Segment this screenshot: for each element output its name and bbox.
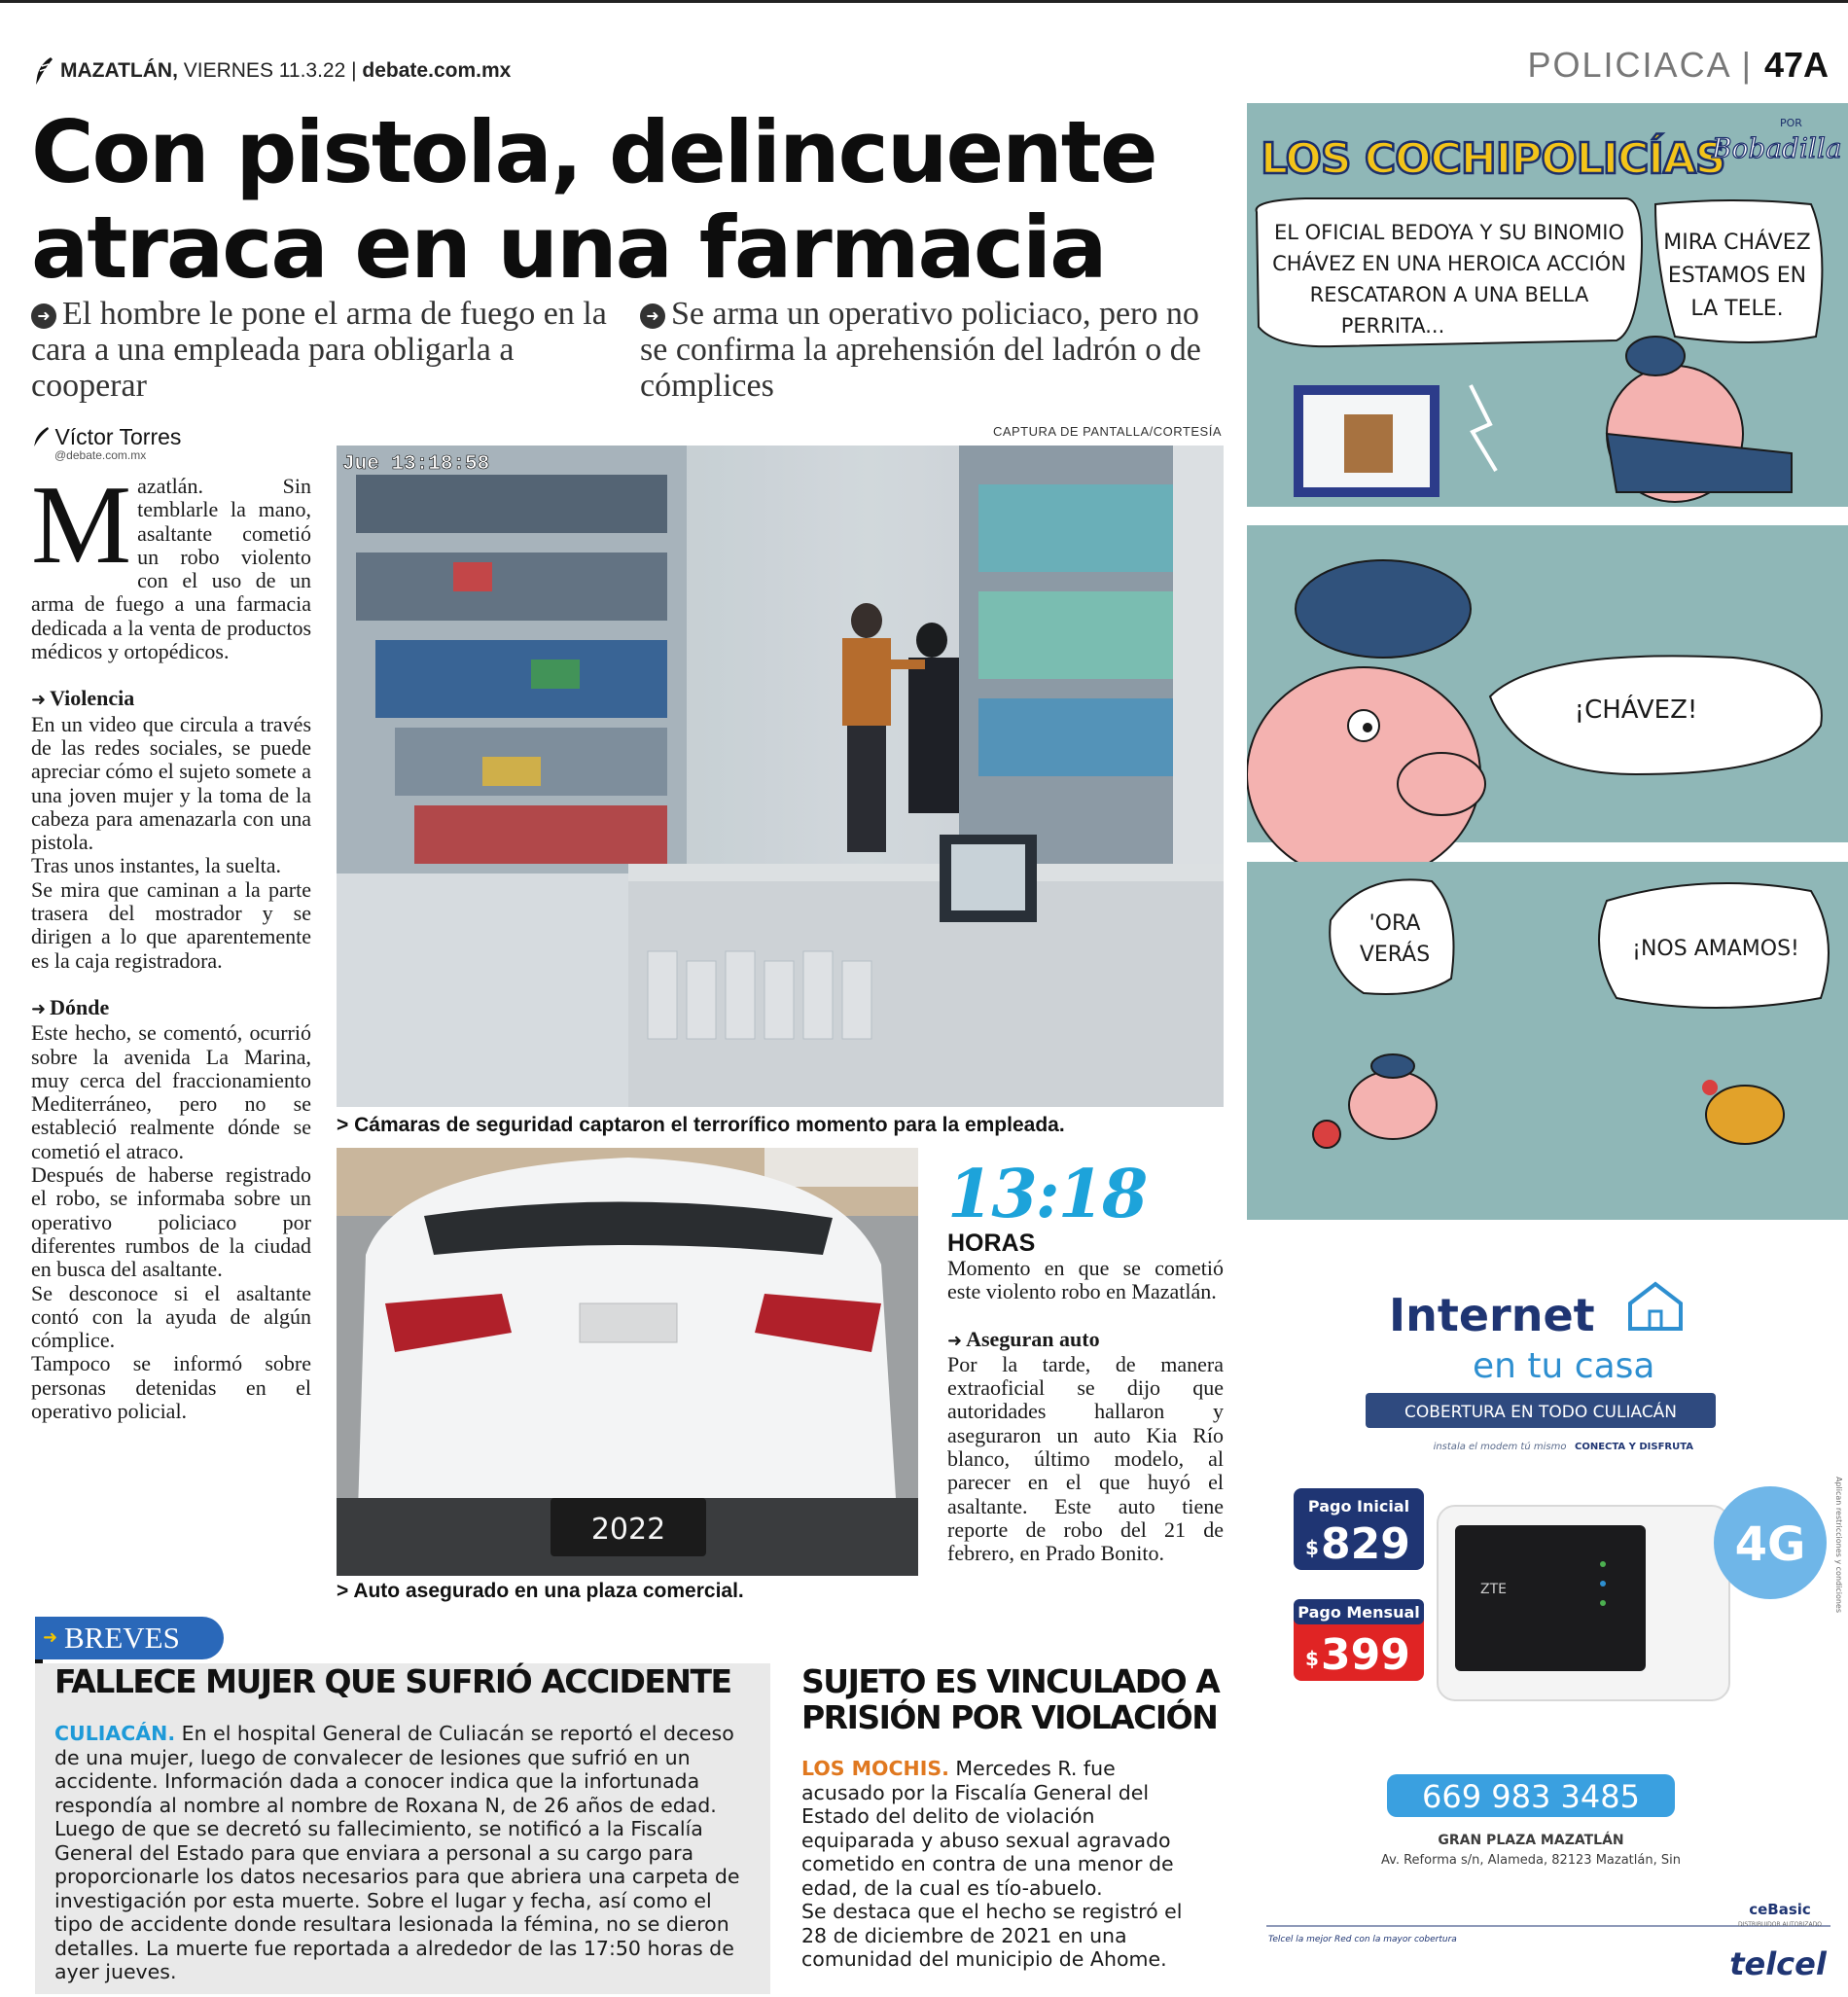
comic-text: ESTAMOS EN (1667, 264, 1807, 288)
deck-1-text: El hombre le pone el arma de fuego en la cara a una empleada para obligarla a cooperar (31, 296, 607, 404)
photo2-caption: > Auto asegurado en una plaza comercial. (337, 1580, 744, 1602)
section-name: POLICIACA (1527, 45, 1730, 85)
currency-sign: $ (1305, 1647, 1319, 1670)
comic-text: VERÁS (1359, 943, 1431, 967)
paragraph: Tras unos instantes, la suelta. (31, 853, 282, 878)
pharmacy-scene (337, 446, 1224, 1107)
folio-date: VIERNES 11.3.22 | (177, 59, 363, 82)
quill-icon (31, 426, 51, 447)
comic-text: MIRA CHÁVEZ (1663, 231, 1811, 255)
comic-text: PERRITA... (1340, 314, 1445, 338)
paragraph: Después de haberse registrado el robo, se informaba sobre un operativo policiaco por diferentes rumbos de la ciudad en busca del asaltante. (31, 1162, 311, 1282)
folio-separator: | (1729, 45, 1764, 85)
deck-2 (640, 296, 1224, 404)
security-camera-photo (337, 446, 1224, 1107)
brief-1-title: FALLECE MUJER QUE SUFRIÓ ACCIDENTE (54, 1662, 731, 1700)
comic-text: CHÁVEZ EN UNA HEROICA ACCIÓN (1272, 252, 1626, 275)
photo-credit: CAPTURA DE PANTALLA/CORTESÍA (992, 424, 1222, 439)
arrow-right-icon: ➜ (31, 998, 47, 1019)
article-body (31, 463, 311, 1423)
car-photo (337, 1148, 918, 1576)
comic-text: 'ORA (1368, 911, 1421, 936)
arrow-right-icon: ➜ (947, 1330, 963, 1351)
brief-2-text (801, 1757, 1194, 1972)
folio-right (1528, 45, 1829, 86)
paragraph: Tampoco se informó sobre personas detenidas en el operativo policial. (31, 1351, 311, 1423)
modem-device (1455, 1525, 1646, 1671)
pago-inicial-label: Pago Inicial (1307, 1497, 1410, 1516)
comic-text: ¡CHÁVEZ! (1574, 695, 1698, 725)
store-address: Av. Reforma s/n, Alameda, 82123 Mazatlán, Sin (1381, 1853, 1681, 1868)
comic-author: Bobadilla (1712, 132, 1842, 164)
subhead-aseguran: ➜ Aseguran auto (947, 1326, 1100, 1351)
stat-label: HORAS (947, 1230, 1036, 1257)
stat-text: Momento en que se cometió este violento robo en Mazatlán. (947, 1256, 1224, 1304)
store-name: GRAN PLAZA MAZATLÁN (1438, 1833, 1624, 1848)
camera-timestamp: Jue 13:18:58 (342, 453, 490, 476)
deck-2-text: Se arma un operativo policiaco, pero no se confirma la aprehensión del ladrón o de cómplices (640, 296, 1201, 404)
folio-city: MAZATLÁN, (60, 59, 178, 82)
stat-number: 13:18 (947, 1156, 1147, 1233)
car-scene (337, 1148, 918, 1576)
currency-sign: $ (1305, 1536, 1319, 1559)
arrow-right-icon: ➜ (31, 690, 47, 711)
legal-text: Aplican restricciones y condiciones (1834, 1477, 1843, 1613)
folio-left (33, 56, 511, 86)
plate-text: 2022 (590, 1513, 666, 1547)
4g-badge: 4G (1734, 1517, 1806, 1572)
phone-number: 669 983 3485 (1422, 1778, 1640, 1815)
quill-icon (33, 56, 54, 86)
side-column (947, 1257, 1224, 1566)
paragraph: LOS MOCHIS. Mercedes R. fue acusado por la Fiscalía General del Estado del delito de violación equiparada y abuso sexual agravado cometido en contra de una menor de edad, de la cual es tío-abuelo. (801, 1757, 1174, 1900)
arrow-right-icon: ➜ (43, 1627, 58, 1648)
telcel-logo: telcel (1729, 1945, 1827, 1982)
comic-por: POR (1780, 117, 1802, 129)
pago-inicial-amount: 829 (1321, 1519, 1410, 1569)
pago-mensual-amount: 399 (1321, 1630, 1410, 1680)
paragraph: Se destaca que el hecho se registró el 28 de diciembre de 2021 en una comunidad del municipio de Ahome. (801, 1900, 1183, 1971)
paragraph: En un video que circula a través de las redes sociales, se puede apreciar cómo el sujeto somete a una joven mujer y la toma de la cabeza para amenazarla con una pistola. (31, 711, 311, 855)
device-brand: ZTE (1480, 1582, 1507, 1597)
subhead-donde: ➜ Dónde (31, 994, 110, 1019)
breves-label: BREVES (64, 1621, 180, 1655)
brief-1 (35, 1663, 770, 1994)
comic-text: EL OFICIAL BEDOYA Y SU BINOMIO (1273, 221, 1625, 244)
ad-subtitle: en tu casa (1473, 1346, 1655, 1386)
paragraph: Se mira que caminan a la parte trasera del mostrador y se dirigen a lo que aparentemente es la caja registradora. (31, 876, 311, 973)
breves-tab (35, 1617, 224, 1659)
comic-title: LOS COCHIPOLICÍAS (1261, 134, 1725, 184)
folio-website[interactable]: debate.com.mx (362, 59, 512, 82)
page-number: 47A (1763, 45, 1829, 85)
paragraph: Este hecho, se comentó, ocurrió sobre la avenida La Marina, muy cerca del fraccionamiento Mediterráneo, pero no se estableció realmente dónde se cometió el atraco. (31, 1020, 311, 1163)
comic-text: LA TELE. (1690, 297, 1784, 321)
install-text: instala el modem tú mismo (1433, 1442, 1567, 1452)
install-text-bold: CONECTA Y DISFRUTA (1574, 1442, 1694, 1452)
top-rule (0, 0, 1848, 3)
pago-mensual-label: Pago Mensual (1297, 1603, 1420, 1622)
paragraph: Se desconoce si el asaltante contó con la ayuda de algún cómplice. (31, 1280, 311, 1353)
telcel-slogan: Telcel la mejor Red con la mayor cobertura (1268, 1935, 1457, 1944)
drop-cap: M (31, 463, 132, 588)
byline (31, 424, 181, 462)
brief-2-title: SUJETO ES VINCULADO A PRISIÓN POR VIOLACIÓN (801, 1662, 1220, 1736)
arrow-circle-icon: ➜ (640, 303, 665, 329)
comic-text: ¡NOS AMAMOS! (1632, 937, 1799, 961)
author-name: Víctor Torres (54, 424, 182, 449)
photo1-caption: > Cámaras de seguridad captaron el terrorífico momento para la empleada. (337, 1114, 1065, 1136)
ad-artwork (1247, 1243, 1848, 1992)
author-handle: @debate.com.mx (54, 448, 147, 462)
paragraph: Por la tarde, de manera extraoficial se dijo que autoridades hallaron y aseguraron un auto Kia Río blanco, último modelo, al parecer en el que huyó el asaltante. Este auto tiene reporte de robo del 21 de febrero, en Prado Bonito. (947, 1351, 1224, 1566)
distributor-sub: DISTRIBUIDOR AUTORIZADO (1738, 1921, 1822, 1928)
intro-paragraph: Mazatlán. Sin temblarle la mano, asaltante cometió un robo violento con el uso de un arma de fuego a una farmacia dedicada a la venta de productos médicos y ortopédicos. (31, 463, 311, 664)
brief-1-dateline: CULIACÁN. (54, 1722, 176, 1745)
coverage-text: COBERTURA EN TODO CULIACÁN (1404, 1403, 1678, 1422)
brief-1-text: CULIACÁN. En el hospital General de Culiacán se reportó el deceso de una mujer, luego de convalecer de lesiones que sufrió en un accidente. Información dada a conocer indica que la infortunada respondía al nombre al nombre de Roxana N, de 26 años de edad. Luego de que se decretó su fallecimiento, se notificó a la Fiscalía General del Estado para que enviara a personal a su cargo para proporcionarle los datos necesarios para que abriera una carpeta de investigación por esta muerte. Sobre el lugar y fecha, así como el tipo de accidente donde resultara lesionada la fémina, no se dieron detalles. La muerte fue reportada a alrededor de las 17:50 horas de ayer jueves. (54, 1722, 740, 1983)
comic-strip (1247, 103, 1848, 1220)
deck-1 (31, 296, 615, 404)
distributor-logo: ceBasic (1749, 1901, 1811, 1918)
comic-text: RESCATARON A UNA BELLA (1309, 283, 1589, 306)
subhead-violencia: ➜ Violencia (31, 686, 135, 711)
headline: Con pistola, delincuente atraca en una farmacia (31, 102, 1156, 298)
brief-2-dateline: LOS MOCHIS. (801, 1757, 949, 1780)
telcel-ad[interactable] (1247, 1243, 1848, 1992)
arrow-circle-icon: ➜ (31, 303, 56, 329)
ad-title: Internet (1389, 1289, 1595, 1341)
comic-artwork (1247, 103, 1848, 1220)
